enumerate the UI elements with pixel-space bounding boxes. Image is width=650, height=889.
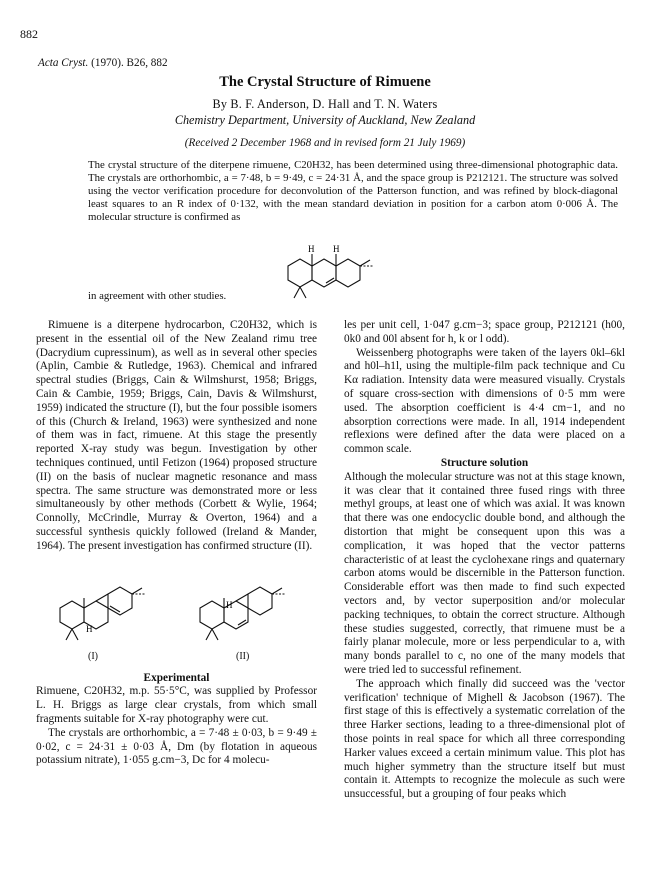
h-atom-label: H: [86, 623, 93, 634]
abstract: The crystal structure of the diterpene rimuene, C20H32, has been determined using three-dimensional photographic data. The crystals are orthorhombic, a = 7·48, b = 9·49, c = 24·31 Å, and the space group is P212121. The structure was solved using the vector verification procedure for deconvolution of the Patterson function, and was refined by block-diagonal least squares to an R index of 0·132, with the mean standard deviation in position for a carbon atom 0·006 Å. The molecular structure is confirmed as: [88, 159, 618, 224]
structure-solution-heading: Structure solution: [440, 456, 529, 469]
experimental-paragraph-1: Rimuene, C20H32, m.p. 55·5°C, was supplied by Professor L. H. Briggs as large clear crystals, from which small fragments suitable for X-ray photography were cut.: [36, 685, 317, 725]
journal-name: Acta Cryst.: [38, 57, 89, 69]
experimental-paragraph-2: The crystals are orthorhombic, a = 7·48 ± 0·03, b = 9·49 ± 0·02, c = 24·31 ± 0·03 Å, Dm (by flotation in aqueous potassium nitrate), 1·055 g.cm−3, Dc for 4 molecu-: [36, 726, 317, 767]
solution-paragraph-1: Although the molecular structure was not at this stage known, it was clear that it contained three fused rings with three methyl groups, at least one of which was axial. It was known that there was one endocyclic double bond, and although the distortion that might be consequent upon this was a complication, it was hoped that the vector patterns characteristic of at least the cyclohexane rings and quaternary carbon atoms would be discernible in the Patterson function. Considerable effort was then made to find such expected vectors and, by vector superposition and/or molecular packing techniques, to obtain the correct structure. Although these studies suggested, correctly, that rimuene must be a fairly planar molecule, more or less perpendicular to a, with many bonds parallel to c, no one of the many models that were tried led to successful refinement.: [344, 470, 625, 676]
structure-label-2: (II): [236, 650, 250, 662]
authors: By B. F. Anderson, D. Hall and T. N. Waters: [212, 97, 438, 111]
structures-diagram: [50, 568, 310, 648]
citation-details: (1970). B26, 882: [91, 57, 168, 69]
solution-paragraph-2: The approach which finally did succeed was the 'vector verification' technique of Mighell & Jacobson (1967). The first stage of this is effectively a systematic correlation of the three Harker sections, leading to a three-dimensional plot of those points in real space for which all three corresponding Harker values exceed a certain minimum value. This plot has much higher symmetry than the structure itself but must contain it. Attempts to recognize the molecule as such were unsuccessful, but a grouping of four peaks which: [344, 677, 625, 801]
left-column: [36, 319, 317, 768]
h-atom-label: H: [226, 599, 233, 610]
abstract-conclusion: in agreement with other studies.: [88, 290, 227, 302]
experimental-heading: Experimental: [143, 671, 210, 684]
h-atom-label: H: [333, 244, 340, 254]
page-number: 882: [20, 27, 38, 41]
right-column: [344, 319, 625, 802]
intro-paragraph: Rimuene is a diterpene hydrocarbon, C20H32, which is present in the essential oil of the New Zealand rimu tree (Dacrydium cupressinum), as well as in several other species (Aplin, Cambie & Rutledge, 1963). Chemical and infrared spectral studies (Briggs, Cain & Wilmshurst, 1958; Briggs, Cain & Cambie, 1959; Briggs, Cain, Davis & Wilmshurst, 1959) indicated the structure (I), but the four possible isomers of this (Church & Ireland, 1963) were synthesized and none of them was in fact, rimuene. At this stage the presently reported X-ray study was begun. Investigation by other techniques continued, until Fetizon (1964) proposed structure (II) on the basis of nuclear magnetic resonance and mass spectra. The same structure was demonstrated more or less simultaneously by other methods (Corbett & Wylie, 1964; Connolly, McCrindle, Murray & Overton, 1964) and a successful synthesis quickly followed (Ireland & Mander, 1964). The present investigation has confirmed structure (II).: [36, 319, 317, 552]
structures-figure: [36, 554, 317, 672]
weissenberg-paragraph: Weissenberg photographs were taken of the layers 0kl–6kl and h0l–h1l, using the multiple-film pack technique and Cu Kα radiation. Intensity data were measured visually. Crystals of square cross-section with dimensions of 0·5 mm were used. The absorption coefficient is 4·4 cm−1, and no absorption corrections were made. In all, 1914 independent reflexions were defined after the data were placed on a common scale.: [344, 346, 625, 456]
structure-label-1: (I): [88, 650, 98, 662]
h-atom-label: H: [308, 244, 315, 254]
journal-citation: [38, 57, 168, 69]
experimental-continuation: les per unit cell, 1·047 g.cm−3; space group, P212121 (h00, 0k0 and 00l absent for h, k or l odd).: [344, 319, 625, 345]
abstract-structure-diagram: [278, 236, 378, 306]
received-date: (Received 2 December 1968 and in revised form 21 July 1969): [184, 137, 466, 149]
article-title: The Crystal Structure of Rimuene: [219, 74, 431, 90]
affiliation: Chemistry Department, University of Auckland, New Zealand: [174, 113, 476, 127]
